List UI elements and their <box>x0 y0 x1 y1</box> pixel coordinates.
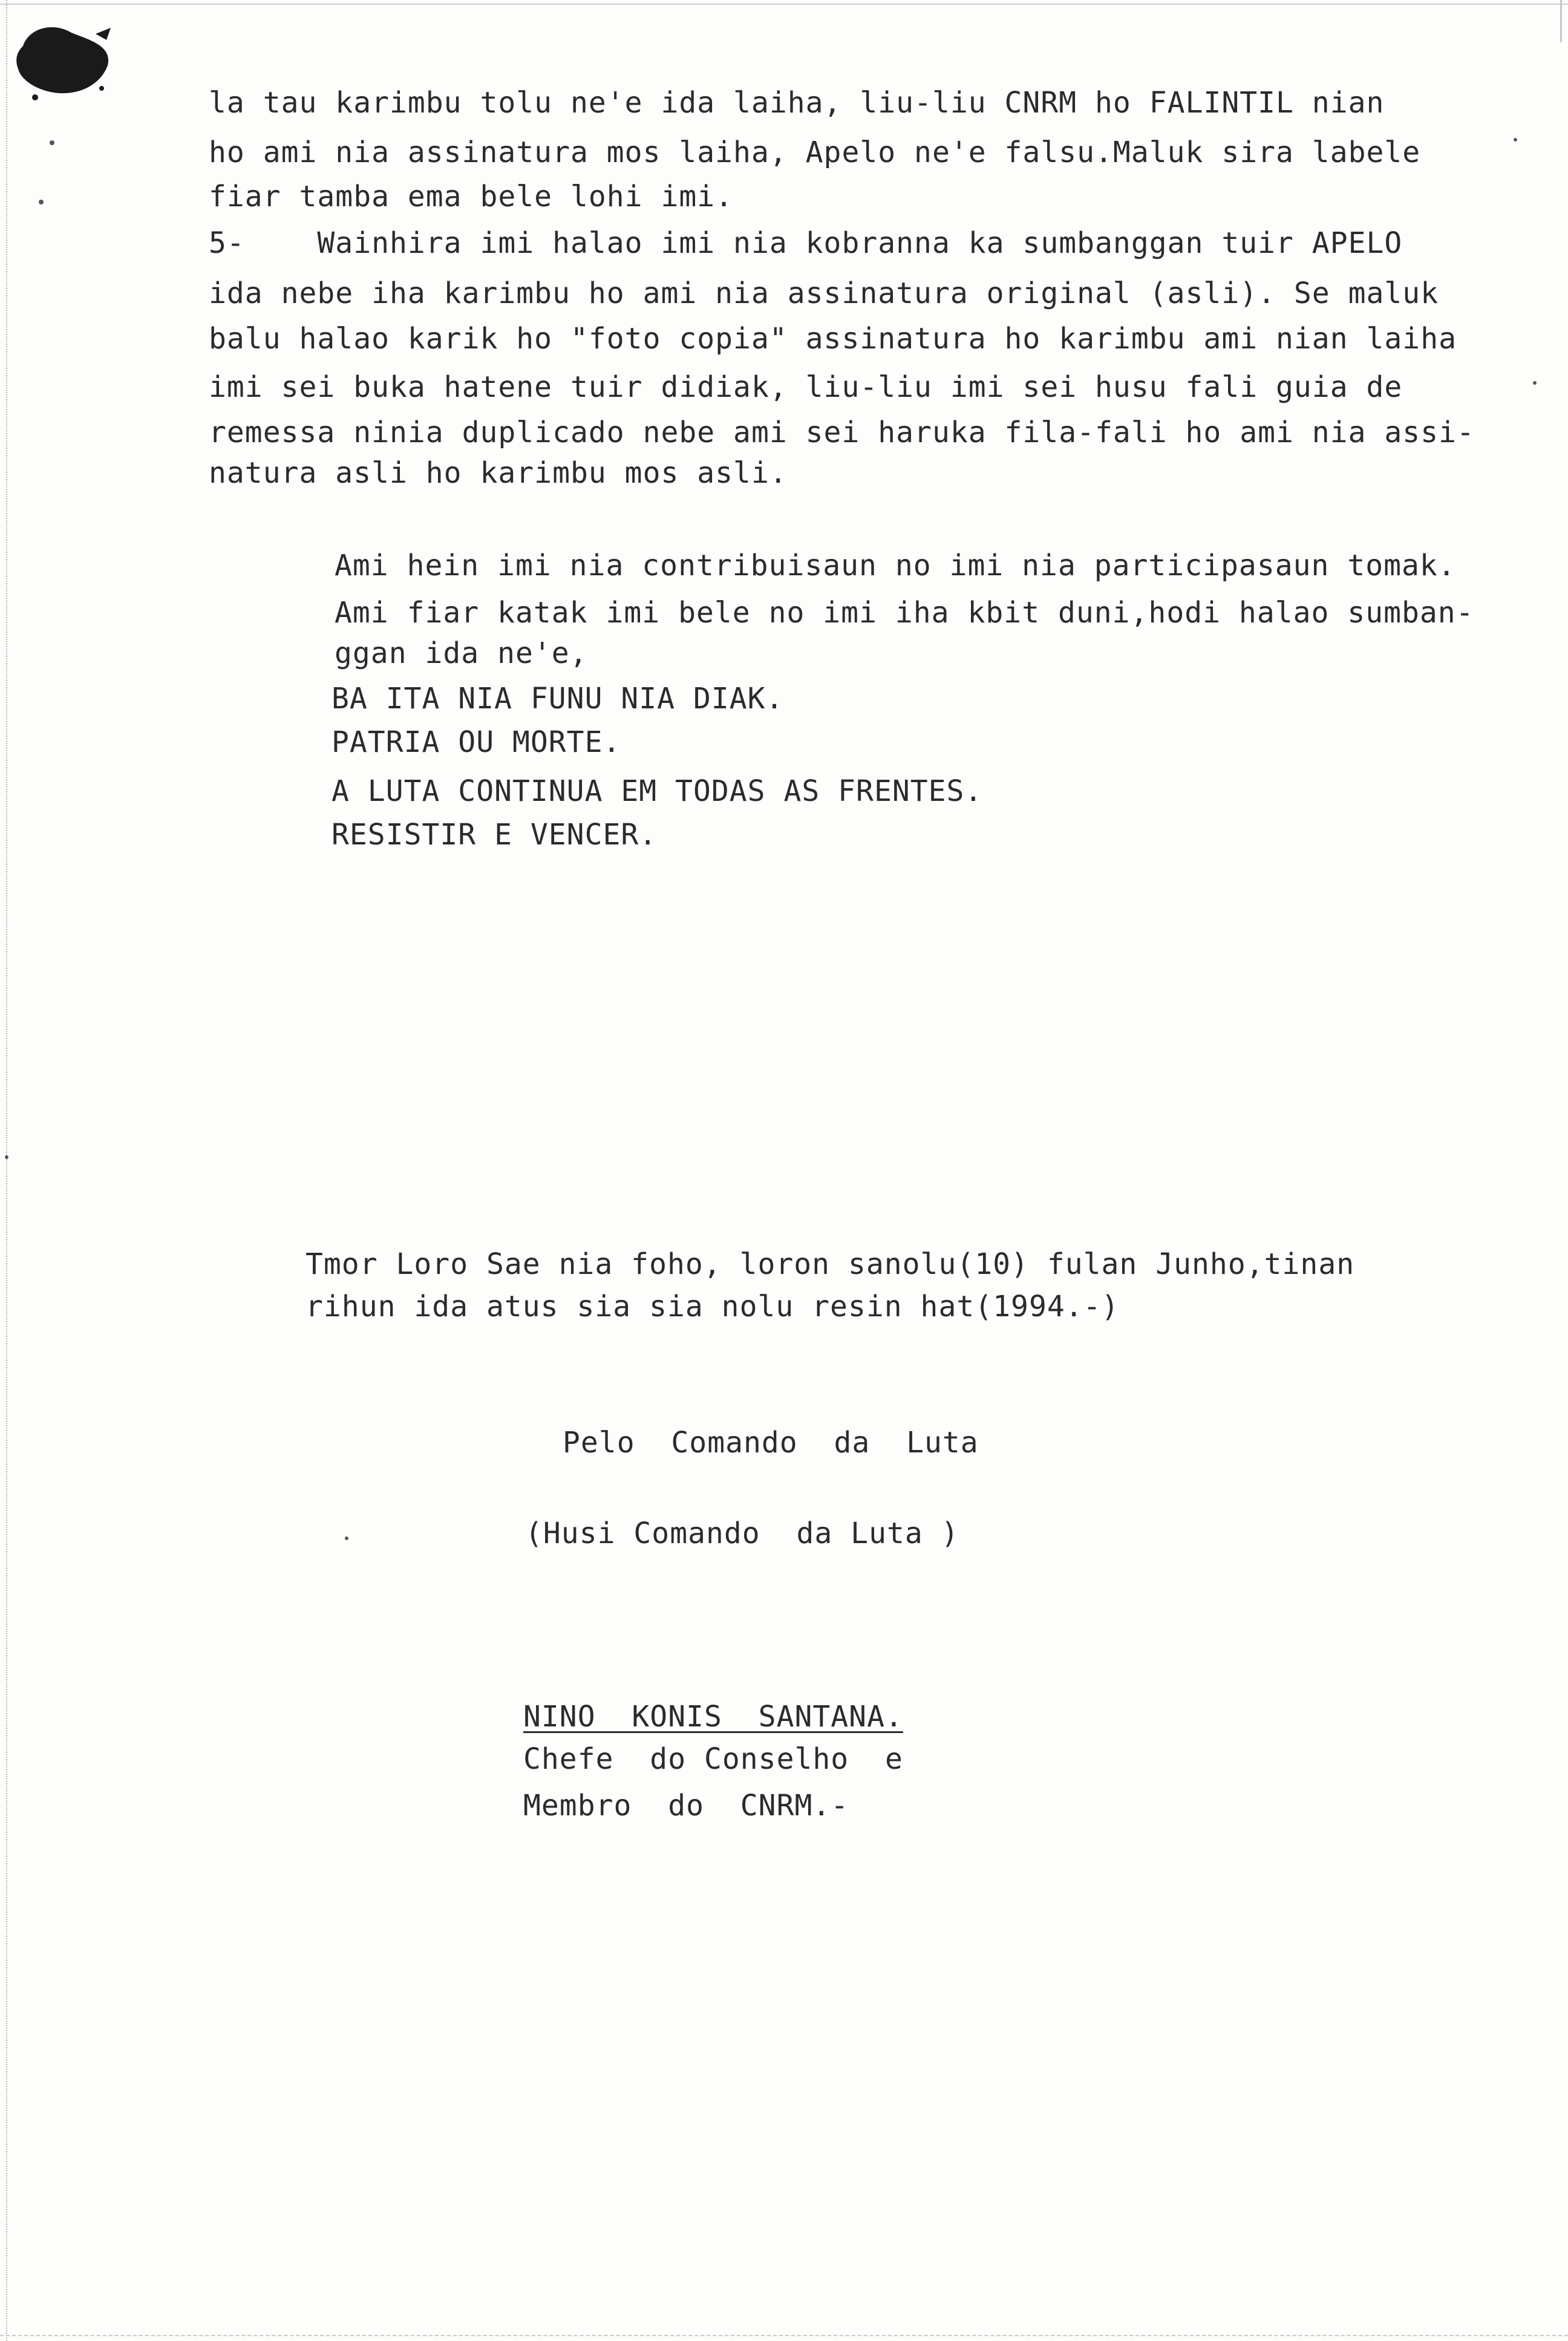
body-line: ida nebe iha karimbu ho ami nia assinatura original (asli). Se maluk <box>209 276 1439 310</box>
signatory-name: NINO KONIS SANTANA. <box>523 1700 903 1734</box>
dateline-line: Tmor Loro Sae nia foho, loron sanolu(10) fulan Junho,tinan <box>305 1247 1355 1281</box>
body-line: la tau karimbu tolu ne'e ida laiha, liu-liu CNRM ho FALINTIL nian <box>209 86 1385 120</box>
body-line: imi sei buka hatene tuir didiak, liu-liu imi sei husu fali guia de <box>209 370 1403 404</box>
speck-mark <box>39 200 44 204</box>
scan-bottom-edge <box>0 2335 1568 2341</box>
slogan-line: RESISTIR E VENCER. <box>332 818 658 852</box>
body-line: ho ami nia assinatura mos laiha, Apelo ne'e falsu.Maluk sira labele <box>209 135 1421 169</box>
dateline-line: rihun ida atus sia sia nolu resin hat(1994.-) <box>305 1290 1120 1324</box>
speck-mark <box>345 1536 348 1540</box>
body-line: Ami hein imi nia contribuisaun no imi nia participasaun tomak. <box>335 549 1456 583</box>
speck-mark <box>1514 138 1517 142</box>
signatory-title: Chefe do Conselho e <box>523 1742 903 1776</box>
body-line: ggan ida ne'e, <box>335 636 588 670</box>
body-line: natura asli ho karimbu mos asli. <box>209 456 788 490</box>
body-line: remessa ninia duplicado nebe ami sei haruka fila-fali ho ami nia assi- <box>209 416 1475 449</box>
closing-line-tetum: (Husi Comando da Luta ) <box>525 1517 959 1550</box>
body-line: balu halao karik ho "foto copia" assinatura ho karimbu ami nian laiha <box>209 322 1457 356</box>
signatory-title: Membro do CNRM.- <box>523 1789 849 1823</box>
scan-top-edge <box>0 0 1568 5</box>
scan-right-edge <box>1560 0 1564 42</box>
speck-mark <box>50 140 54 145</box>
body-line: Ami fiar katak imi bele no imi iha kbit duni,hodi halao sumban- <box>335 596 1474 630</box>
slogan-line: PATRIA OU MORTE. <box>332 725 621 759</box>
slogan-line: BA ITA NIA FUNU NIA DIAK. <box>332 682 784 716</box>
speck-mark <box>5 1155 8 1159</box>
body-line: 5- Wainhira imi halao imi nia kobranna ka sumbanggan tuir APELO <box>209 226 1403 260</box>
speck-mark <box>1533 381 1537 385</box>
closing-line-portuguese: Pelo Comando da Luta <box>563 1426 979 1460</box>
slogan-line: A LUTA CONTINUA EM TODAS AS FRENTES. <box>332 774 983 808</box>
scan-left-edge <box>0 0 7 2341</box>
ink-blot-mark <box>11 22 114 100</box>
body-line: fiar tamba ema bele lohi imi. <box>209 180 734 214</box>
